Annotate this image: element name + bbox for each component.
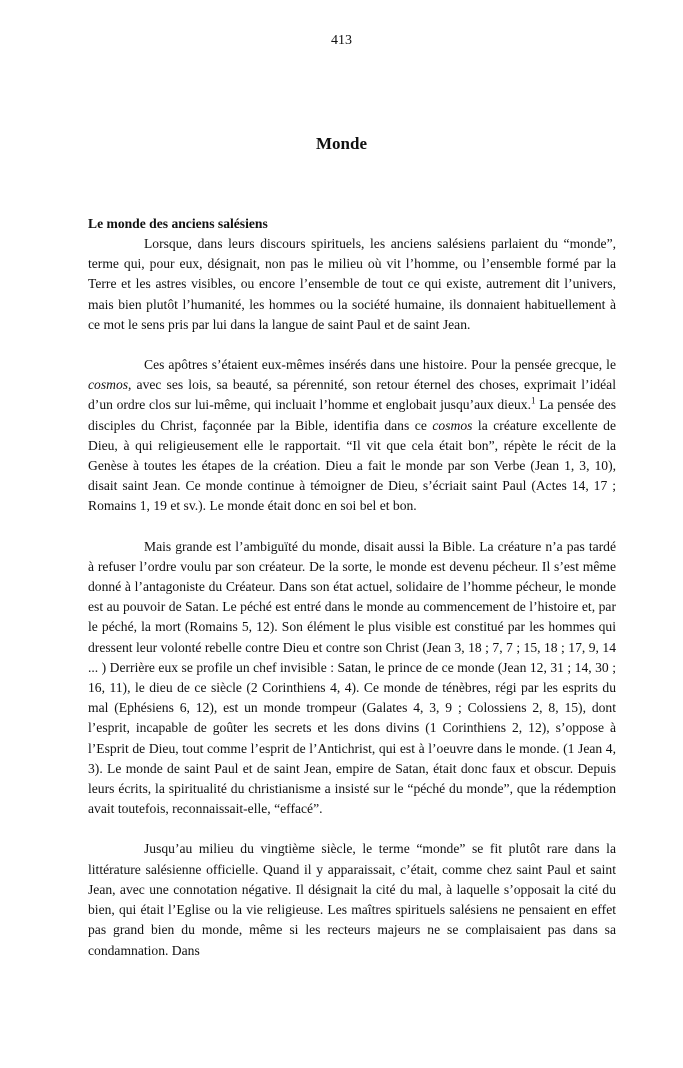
footnote-ref: 1: [531, 395, 536, 406]
text-run: Ces apôtres s’étaient eux-mêmes insérés dans une histoire. Pour la pensée grecque, le: [144, 357, 616, 373]
paragraph: [88, 839, 616, 960]
text-run: , avec ses lois, sa beauté, sa pérennité, son retour éternel des choses, exprimait l’idéal d’un ordre clos sur lui-même, qui incluait l’homme et englobait jusqu’aux dieux.: [88, 377, 616, 413]
paragraph: [88, 355, 616, 517]
italic-term: cosmos: [432, 417, 473, 433]
page-number: 413: [331, 33, 352, 48]
text-run: La pensée des disciples du Christ, façonnée par la Bible, identifia dans ce: [88, 397, 617, 433]
text-run: Lorsque, dans leurs discours spirituels, les anciens salésiens parlaient du “monde”, terme qui, pour eux, désignait, non pas le milieu où vit l’homme, ou l’ensemble formé par la Terre et les astres visibles, ou encore l’ensemble de tout ce qui existe, autrement dit l’univers, mais bien plutôt l’humanité, les hommes ou la société humaine, ils donnaient habituellement à ce mot le sens pris par lui dans la langue de saint Paul et de saint Jean.: [88, 236, 616, 332]
text-run: Mais grande est l’ambiguïté du monde, disait aussi la Bible. La créature n’a pas tardé à refuser l’ordre voulu par son créateur. De la sorte, le monde est devenu pécheur. Il s’est même donné à l’antagoniste du Créateur. Dans son état actuel, solidaire de l’homme pécheur, le monde est au pouvoir de Satan. Le péché est entré dans le monde au commencement de l’histoire et, par le péché, la mort (Romains 5, 12). Son élément le plus visible est constitué par les hommes qui dressent leur volonté rebelle contre Dieu et contre son Christ (Jean 3, 18 ; 7, 7 ; 15, 18 ; 17, 9, 14 ... ) Derrière eux se profile un chef invisible : Satan, le prince de ce monde (Jean 12, 31 ; 14, 30 ; 16, 11), le dieu de ce siècle (2 Corinthiens 4, 4). Ce monde de ténèbres, régi par les esprits du mal (Ephésiens 6, 12), est un monde trompeur (Galates 4, 3, 9 ; Colossiens 2, 8, 15), dont l’esprit, incapable de goûter les secrets et les dons divins (1 Corinthiens 2, 12), s’oppose à l’Esprit de Dieu, tout comme l’esprit de l’Antichrist, qui est à l’oeuvre dans le monde. (1 Jean 4, 3). Le monde de saint Paul et de saint Jean, empire de Satan, était donc faux et obscur. Depuis leurs écrits, la spiritualité du christianisme a insisté sur le “péché du monde”, que la rédemption avait toutefois, reconnaissait-elle, “effacé”.: [88, 538, 616, 817]
paragraph: [88, 234, 616, 335]
paragraphs: [88, 234, 616, 961]
italic-term: cosmos: [88, 377, 129, 393]
body-text: [88, 214, 616, 961]
chapter-title: Monde: [316, 134, 367, 153]
section-heading: Le monde des anciens salésiens: [88, 216, 268, 231]
text-run: la créature excellente de Dieu, à qui religieusement elle le rapportait. “Il vit que cela était bon”, répète le récit de la Genèse à toutes les étapes de la création. Dieu a fait le monde par son Verbe (Jean 1, 3, 10), disait saint Jean. Ce monde continue à témoigner de Dieu, s’écriait saint Paul (Actes 14, 17 ; Romains 1, 19 et sv.). Le monde était donc en soi bel et bon.: [88, 417, 616, 514]
paragraph: [88, 537, 616, 820]
text-run: Jusqu’au milieu du vingtième siècle, le terme “monde” se fit plutôt rare dans la littérature salésienne officielle. Quand il y apparaissait, c’était, comme chez saint Paul et saint Jean, avec une connotation négative. Il désignait la cité du mal, à laquelle s’opposait la cité du bien, qui était l’Eglise ou la vie religieuse. Les maîtres spirituels salésiens ne pensaient en effet pas grand bien du monde, même si les recteurs majeurs ne se complaisaient pas dans sa condamnation. Dans: [88, 841, 616, 958]
